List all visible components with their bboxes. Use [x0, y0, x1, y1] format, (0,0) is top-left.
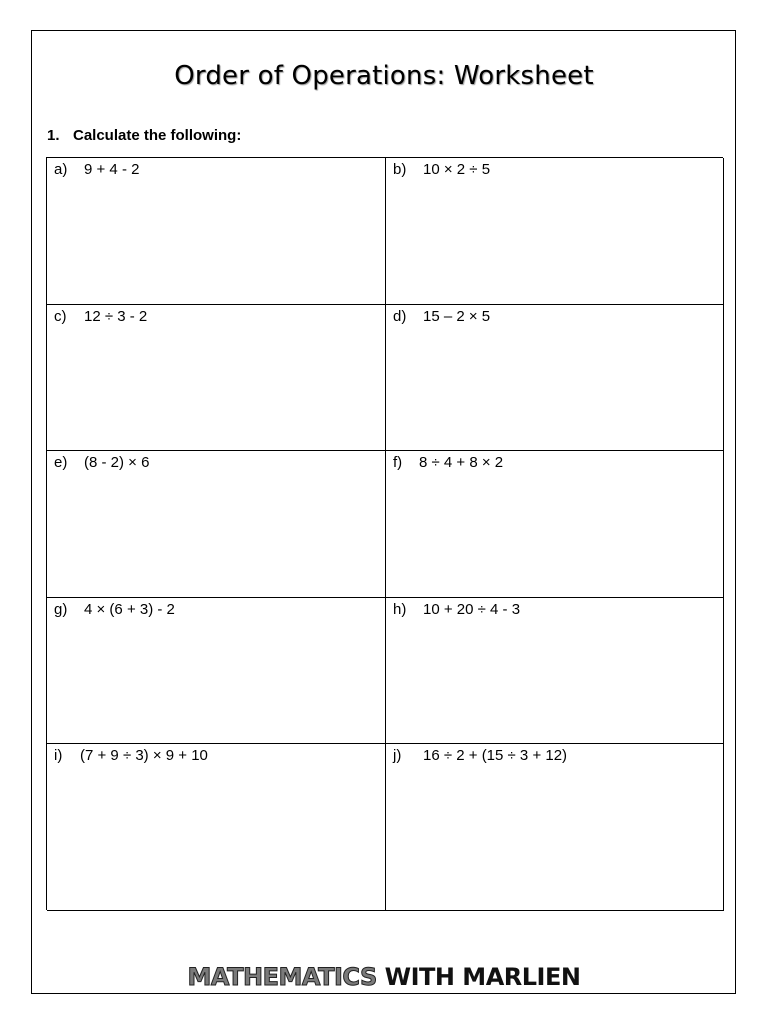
problem-cell-j[interactable] — [386, 744, 724, 911]
problem-cell-f[interactable] — [386, 451, 724, 598]
problem-expression: 16 ÷ 2 + (15 ÷ 3 + 12) — [423, 747, 568, 764]
problem-label: e) — [54, 454, 68, 471]
problem-cell-b[interactable] — [386, 158, 724, 305]
question-number: 1. — [47, 127, 60, 144]
brand-name-part1: MATHEMATICS — [187, 963, 377, 991]
problem-expression: (7 + 9 ÷ 3) × 9 + 10 — [80, 747, 208, 764]
problem-label: d) — [393, 308, 407, 325]
problem-cell-c[interactable] — [47, 305, 386, 451]
problem-expression: 9 + 4 - 2 — [84, 161, 140, 178]
problem-expression: 15 – 2 × 5 — [423, 308, 491, 325]
problem-label: f) — [393, 454, 403, 471]
problem-label: i) — [54, 747, 63, 764]
problem-cell-i[interactable] — [47, 744, 386, 911]
problem-label: a) — [54, 161, 68, 178]
problem-expression: 10 × 2 ÷ 5 — [423, 161, 491, 178]
problem-expression: (8 - 2) × 6 — [84, 454, 150, 471]
problem-label: b) — [393, 161, 407, 178]
problem-grid — [46, 157, 723, 910]
question-heading — [47, 127, 241, 144]
problem-cell-g[interactable] — [47, 598, 386, 744]
problem-label: h) — [393, 601, 407, 618]
problem-expression: 8 ÷ 4 + 8 × 2 — [419, 454, 504, 471]
question-text: Calculate the following: — [73, 127, 242, 144]
problem-cell-h[interactable] — [386, 598, 724, 744]
problem-label: j) — [393, 747, 402, 764]
problem-label: g) — [54, 601, 68, 618]
problem-cell-d[interactable] — [386, 305, 724, 451]
problem-expression: 4 × (6 + 3) - 2 — [84, 601, 175, 618]
problem-expression: 10 + 20 ÷ 4 - 3 — [423, 601, 521, 618]
brand-footer — [0, 963, 768, 991]
page-title: Order of Operations: Worksheet — [174, 61, 594, 91]
problem-cell-e[interactable] — [47, 451, 386, 598]
problem-expression: 12 ÷ 3 - 2 — [84, 308, 148, 325]
problem-label: c) — [54, 308, 67, 325]
brand-name-part2: WITH MARLIEN — [384, 963, 581, 991]
problem-cell-a[interactable] — [47, 158, 386, 305]
